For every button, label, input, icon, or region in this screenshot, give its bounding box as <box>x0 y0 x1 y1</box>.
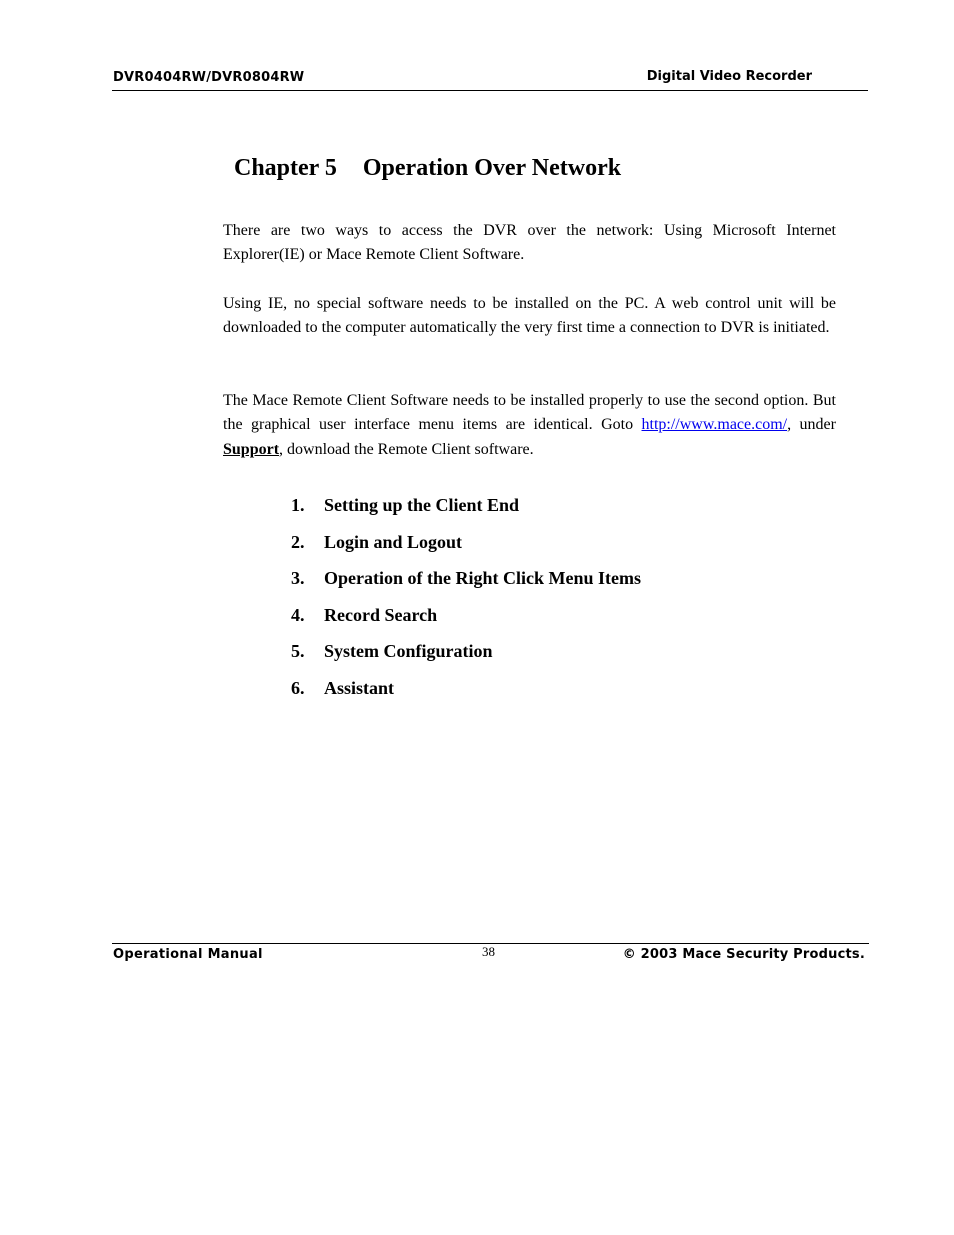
chapter-heading: Operation Over Network <box>362 155 622 181</box>
page-number: 38 <box>482 944 495 959</box>
client-text-after: , download the Remote Client software. <box>279 440 534 458</box>
list-item: 3. Operation of the Right Click Menu Items <box>291 568 641 589</box>
list-item: 1. Setting up the Client End <box>291 495 520 515</box>
footer-manual: Operational Manual <box>113 947 263 962</box>
header-product: Digital Video Recorder <box>646 69 812 84</box>
list-item: 6. Assistant <box>291 677 395 698</box>
client-text-mid: , under <box>787 416 836 434</box>
header-model: DVR0404RW/DVR0804RW <box>113 70 305 85</box>
client-paragraph <box>223 389 836 462</box>
chapter-contents-list <box>291 492 641 712</box>
page-header <box>112 69 868 91</box>
intro-paragraph: There are two ways to access the DVR over the network: Using Microsoft Internet Explorer(IE) or Mace Remote Client Software. <box>223 222 836 264</box>
page-footer <box>112 943 869 966</box>
list-item: 5. System Configuration <box>291 641 493 662</box>
list-item: 4. Record Search <box>291 604 438 625</box>
list-item: 2. Login and Logout <box>291 531 463 552</box>
mace-website-link[interactable]: http://www.mace.com/ <box>641 416 788 434</box>
ie-paragraph: Using IE, no special software needs to be installed on the PC. A web control unit will be downloaded to the computer automatically the very first time a connection to DVR is initiated. <box>223 295 836 337</box>
footer-copyright: © 2003 Mace Security Products. <box>622 947 865 962</box>
support-label: Support <box>223 440 280 458</box>
chapter-title <box>234 155 621 182</box>
client-text-before: The Mace Remote Client Software needs to be installed properly to use the second option. But the graphical user interface menu items are identical. Goto <box>223 392 836 434</box>
chapter-number: Chapter 5 <box>234 155 337 181</box>
